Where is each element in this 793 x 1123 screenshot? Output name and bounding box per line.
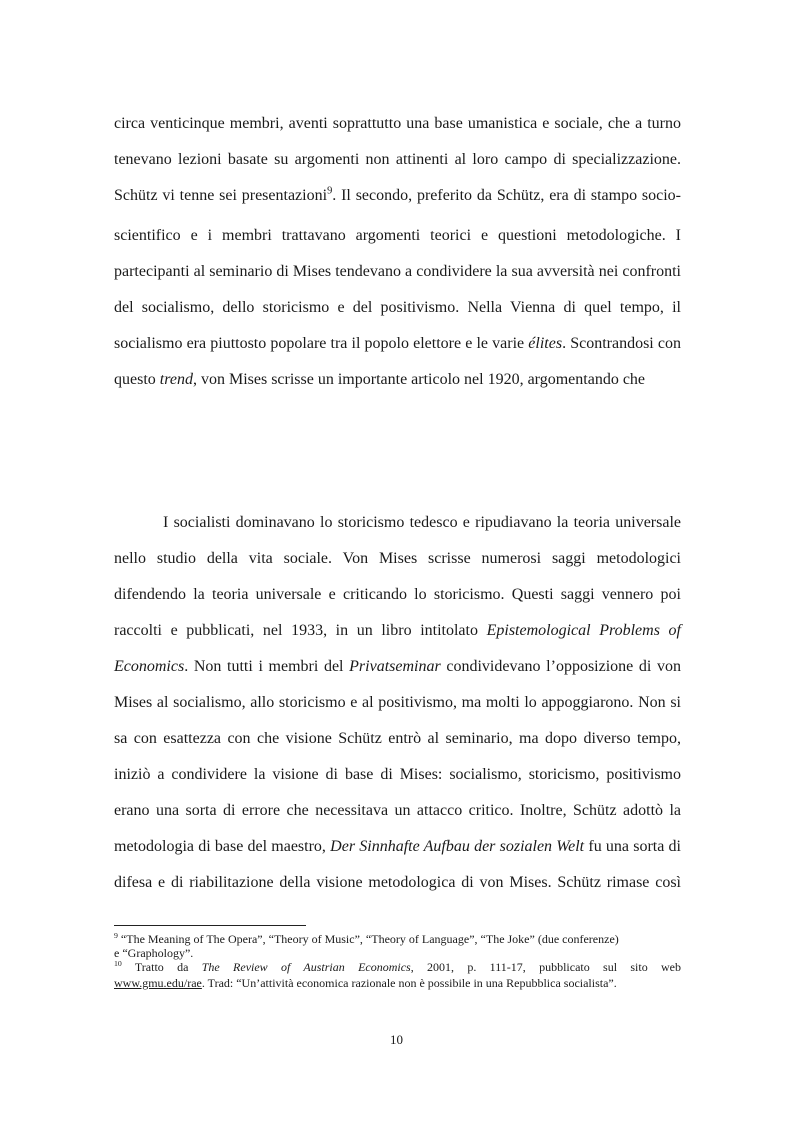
footnote-9-cont: e “Graphology”.: [114, 946, 194, 960]
footnote-number: 10: [114, 959, 122, 968]
body-line: Schütz vi tenne sei presentazioni$^9$. Il secondo, preferito da Schütz, era di stampo socio-: [114, 185, 681, 204]
body-line: Mises al socialismo, allo storicismo e al positivismo, ma molti lo appoggiarono. Non si: [114, 694, 681, 711]
body-line: tenevano lezioni basate su argomenti non attinenti al loro campo di specializzazione.: [114, 151, 681, 168]
body-line: del socialismo, dello storicismo e del positivismo. Nella Vienna di quel tempo, il: [114, 299, 681, 316]
page-number: 10: [390, 1032, 403, 1047]
body-line: scientifico e i membri trattavano argomenti teorici e questioni metodologiche. I: [114, 227, 681, 244]
body-line: erano una sorta di errore che necessitava un attacco critico. Inoltre, Schütz adottò la: [114, 802, 681, 819]
body-line: metodologia di base del maestro, Der Sinnhafte Aufbau der sozialen Welt fu una sorta di: [114, 838, 681, 855]
footnote-10-cont: www.gmu.edu/rae. Trad: “Un’attività economica razionale non è possibile in una Repubblica socialista”.: [114, 976, 617, 990]
footnote-10: $^{10}$ Tratto da The Review of Austrian Economics, 2001, p. 111-17, pubblicato sul sito web: [114, 959, 681, 974]
body-line: Economics. Non tutti i membri del Privatseminar condividevano l’opposizione di von: [114, 658, 682, 675]
body-line: circa venticinque membri, aventi soprattutto una base umanistica e sociale, che a turno: [114, 115, 681, 132]
footnote-number: 9: [114, 931, 118, 940]
body-line: I socialisti dominavano lo storicismo tedesco e ripudiavano la teoria universale: [163, 514, 681, 531]
body-line: nello studio della vita sociale. Von Mises scrisse numerosi saggi metodologici: [114, 550, 681, 567]
body-line: socialismo era piuttosto popolare tra il popolo elettore e le varie élites. Scontrandosi con: [114, 335, 681, 352]
body-line: difendendo la teoria universale e criticando lo storicismo. Questi saggi vennero poi: [114, 586, 681, 603]
website-link[interactable]: www.gmu.edu/rae: [114, 976, 202, 990]
body-line: questo trend, von Mises scrisse un importante articolo nel 1920, argomentando che: [114, 371, 646, 388]
footnote-separator: [114, 925, 306, 926]
body-line: raccolti e pubblicati, nel 1933, in un libro intitolato Epistemological Problems of: [114, 622, 681, 639]
body-line: difesa e di riabilitazione della visione metodologica di von Mises. Schütz rimase così: [114, 874, 681, 891]
footnote-9: $^9$ “The Meaning of The Opera”, “Theory of Music”, “Theory of Language”, “The Joke” (due conferenze): [114, 931, 619, 946]
body-line: sa con esattezza con che visione Schütz entrò al seminario, ma dopo diverso tempo,: [114, 730, 681, 747]
footnote-ref-9[interactable]: 9: [327, 185, 333, 197]
body-line: iniziò a condividere la visione di base di Mises: socialismo, storicismo, positivismo: [114, 766, 681, 783]
body-line: partecipanti al seminario di Mises tendevano a condividere la sua avversità nei confronti: [114, 263, 681, 280]
